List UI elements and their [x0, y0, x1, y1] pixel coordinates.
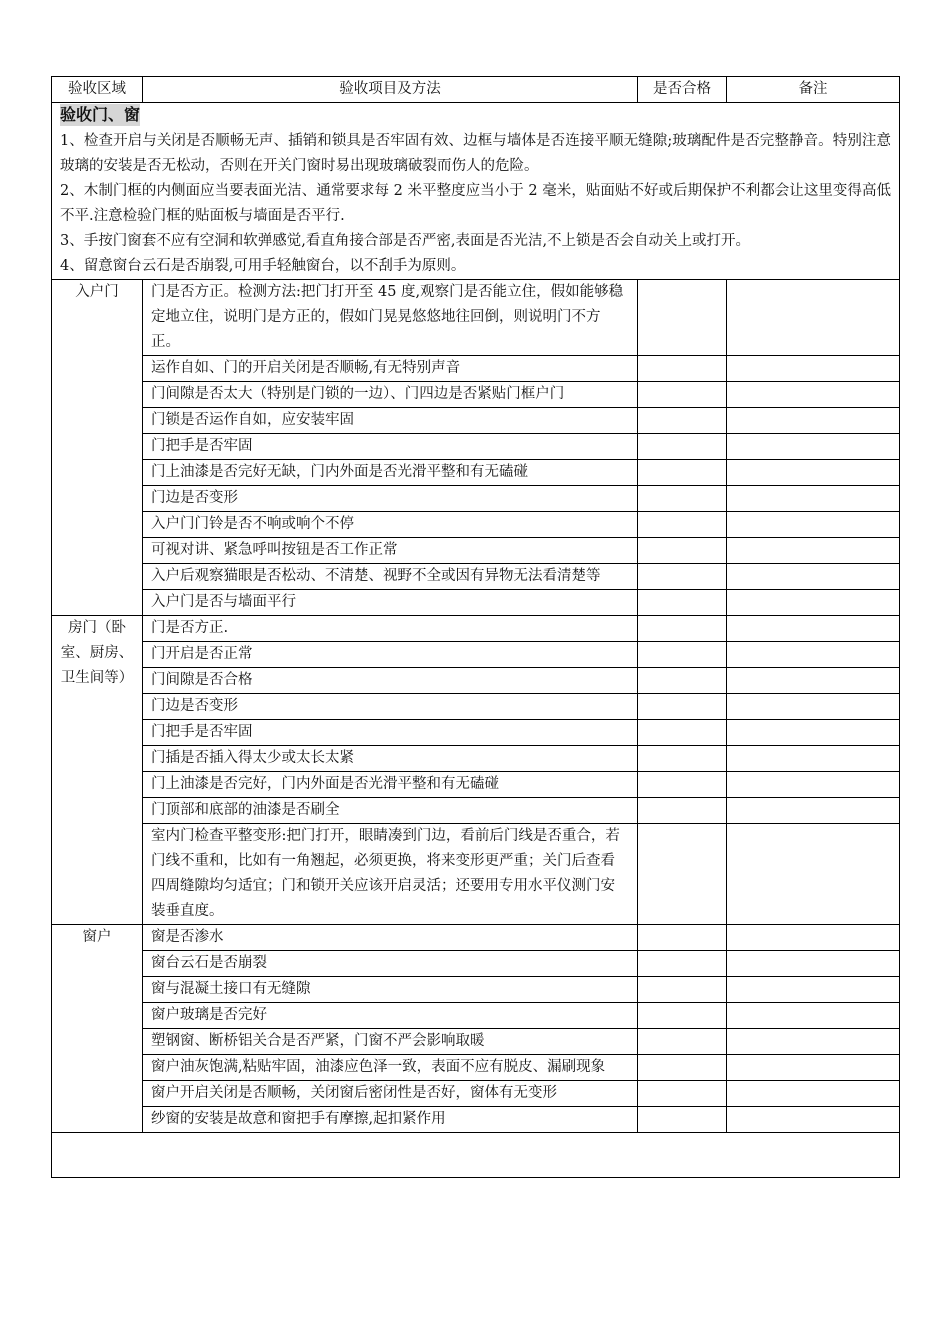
blank-footer-row: [52, 1133, 900, 1178]
note-cell[interactable]: [727, 408, 900, 434]
area-cell: 窗户: [52, 925, 143, 1133]
table-row: [52, 668, 900, 694]
check-item: 入户门门铃是否不响或响个不停: [143, 512, 638, 538]
note-cell[interactable]: [727, 280, 900, 356]
note-cell[interactable]: [727, 694, 900, 720]
pass-cell[interactable]: [638, 694, 727, 720]
note-cell[interactable]: [727, 486, 900, 512]
table-row: [52, 616, 900, 642]
header-area: 验收区域: [52, 77, 143, 103]
note-cell[interactable]: [727, 668, 900, 694]
intro-row: [52, 103, 900, 280]
note-cell[interactable]: [727, 746, 900, 772]
table-row: [52, 772, 900, 798]
intro-title: 验收门、窗: [60, 105, 141, 124]
check-item: 可视对讲、紧急呼叫按钮是否工作正常: [143, 538, 638, 564]
note-cell[interactable]: [727, 1029, 900, 1055]
check-item: 窗与混凝土接口有无缝隙: [143, 977, 638, 1003]
pass-cell[interactable]: [638, 590, 727, 616]
pass-cell[interactable]: [638, 1003, 727, 1029]
pass-cell[interactable]: [638, 1029, 727, 1055]
intro-line: 2、木制门框的内侧面应当要表面光洁、通常要求每 2 米平整度应当小于 2 毫米，贴面贴不好或后期保护不利都会让这里变得高低不平.注意检验门框的贴面板与墙面是否平行.: [60, 183, 891, 224]
check-item: 窗户开启关闭是否顺畅，关闭窗后密闭性是否好，窗体有无变形: [143, 1081, 638, 1107]
note-cell[interactable]: [727, 925, 900, 951]
pass-cell[interactable]: [638, 1107, 727, 1133]
note-cell[interactable]: [727, 824, 900, 925]
table-row: [52, 486, 900, 512]
check-item: 纱窗的安装是故意和窗把手有摩擦,起扣紧作用: [143, 1107, 638, 1133]
table-row: [52, 925, 900, 951]
pass-cell[interactable]: [638, 951, 727, 977]
acceptance-table: [51, 76, 900, 1178]
pass-cell[interactable]: [638, 434, 727, 460]
check-item: 门是否方正。检测方法:把门打开至 45 度,观察门是否能立住，假如能够稳定地立住，说明门是方正的，假如门晃晃悠悠地往回倒，则说明门不方正。: [143, 280, 638, 356]
note-cell[interactable]: [727, 1107, 900, 1133]
intro-line: 1、检查开启与关闭是否顺畅无声、插销和锁具是否牢固有效、边框与墙体是否连接平顺无缝隙;玻璃配件是否完整静音。特别注意玻璃的安装是否无松动，否则在开关门窗时易出现玻璃破裂而伤人的危险。: [60, 133, 891, 174]
pass-cell[interactable]: [638, 668, 727, 694]
pass-cell[interactable]: [638, 616, 727, 642]
pass-cell[interactable]: [638, 512, 727, 538]
note-cell[interactable]: [727, 977, 900, 1003]
check-item: 入户门是否与墙面平行: [143, 590, 638, 616]
pass-cell[interactable]: [638, 460, 727, 486]
check-item: 窗台云石是否崩裂: [143, 951, 638, 977]
table-row: [52, 798, 900, 824]
check-item: 门间隙是否合格: [143, 668, 638, 694]
table-row: [52, 590, 900, 616]
note-cell[interactable]: [727, 538, 900, 564]
header-method: 验收项目及方法: [143, 77, 638, 103]
check-item: 门插是否插入得太少或太长太紧: [143, 746, 638, 772]
note-cell[interactable]: [727, 434, 900, 460]
note-cell[interactable]: [727, 564, 900, 590]
check-item: 门间隙是否太大（特别是门锁的一边）、门四边是否紧贴门框户门: [143, 382, 638, 408]
header-note: 备注: [727, 77, 900, 103]
intro-cell: [52, 103, 900, 280]
pass-cell[interactable]: [638, 408, 727, 434]
table-row: [52, 382, 900, 408]
check-item: 运作自如、门的开启关闭是否顺畅,有无特别声音: [143, 356, 638, 382]
check-item: 窗户玻璃是否完好: [143, 1003, 638, 1029]
check-item: 门把手是否牢固: [143, 434, 638, 460]
area-cell: 入户门: [52, 280, 143, 616]
note-cell[interactable]: [727, 720, 900, 746]
note-cell[interactable]: [727, 1003, 900, 1029]
pass-cell[interactable]: [638, 798, 727, 824]
check-item: 门边是否变形: [143, 694, 638, 720]
pass-cell[interactable]: [638, 1055, 727, 1081]
note-cell[interactable]: [727, 356, 900, 382]
table-row: [52, 1055, 900, 1081]
check-item: 塑钢窗、断桥铝关合是否严紧，门窗不严会影响取暖: [143, 1029, 638, 1055]
check-item: 入户后观察猫眼是否松动、不清楚、视野不全或因有异物无法看清楚等: [143, 564, 638, 590]
note-cell[interactable]: [727, 1055, 900, 1081]
table-row: [52, 512, 900, 538]
pass-cell[interactable]: [638, 564, 727, 590]
table-row: [52, 434, 900, 460]
check-item: 门顶部和底部的油漆是否刷全: [143, 798, 638, 824]
table-row: [52, 538, 900, 564]
check-item: 门上油漆是否完好，门内外面是否光滑平整和有无磕碰: [143, 772, 638, 798]
pass-cell[interactable]: [638, 720, 727, 746]
table-row: [52, 280, 900, 356]
table-row: [52, 1029, 900, 1055]
note-cell[interactable]: [727, 460, 900, 486]
pass-cell[interactable]: [638, 642, 727, 668]
pass-cell[interactable]: [638, 977, 727, 1003]
note-cell[interactable]: [727, 512, 900, 538]
pass-cell[interactable]: [638, 1081, 727, 1107]
table-row: [52, 460, 900, 486]
note-cell[interactable]: [727, 616, 900, 642]
table-row: [52, 408, 900, 434]
pass-cell[interactable]: [638, 486, 727, 512]
table-row: [52, 642, 900, 668]
intro-line: 3、手按门窗套不应有空洞和软弹感觉,看直角接合部是否严密,表面是否光洁,不上锁是否会自动关上或打开。: [60, 233, 751, 249]
check-item: 门上油漆是否完好无缺，门内外面是否光滑平整和有无磕碰: [143, 460, 638, 486]
check-item: 窗是否渗水: [143, 925, 638, 951]
check-item: 门把手是否牢固: [143, 720, 638, 746]
table-row: [52, 977, 900, 1003]
table-row: [52, 720, 900, 746]
blank-footer-cell[interactable]: [52, 1133, 900, 1178]
table-row: [52, 824, 900, 925]
pass-cell[interactable]: [638, 925, 727, 951]
note-cell[interactable]: [727, 382, 900, 408]
pass-cell[interactable]: [638, 382, 727, 408]
table-row: [52, 951, 900, 977]
table-row: [52, 746, 900, 772]
table-row: [52, 1003, 900, 1029]
area-cell: 房门（卧室、厨房、卫生间等）: [52, 616, 143, 925]
pass-cell[interactable]: [638, 538, 727, 564]
pass-cell[interactable]: [638, 356, 727, 382]
intro-line: 4、留意窗台云石是否崩裂,可用手轻触窗台，以不刮手为原则。: [60, 258, 466, 274]
check-item: 门锁是否运作自如，应安装牢固: [143, 408, 638, 434]
table-row: [52, 564, 900, 590]
pass-cell[interactable]: [638, 824, 727, 925]
note-cell[interactable]: [727, 951, 900, 977]
pass-cell[interactable]: [638, 280, 727, 356]
header-row: [52, 77, 900, 103]
check-item: 门是否方正.: [143, 616, 638, 642]
check-item: 室内门检查平整变形:把门打开，眼睛凑到门边，看前后门线是否重合，若门线不重和，比如有一角翘起，必须更换，将来变形更严重；关门后查看四周缝隙均匀适宜；门和锁开关应该开启灵活；还要用专用水平仪测门安装垂直度。: [143, 824, 638, 925]
table-row: [52, 1081, 900, 1107]
header-pass: 是否合格: [638, 77, 727, 103]
check-item: 窗户油灰饱满,粘贴牢固，油漆应色泽一致，表面不应有脱皮、漏刷现象: [143, 1055, 638, 1081]
check-item: 门开启是否正常: [143, 642, 638, 668]
note-cell[interactable]: [727, 1081, 900, 1107]
table-row: [52, 356, 900, 382]
note-cell[interactable]: [727, 772, 900, 798]
table-row: [52, 694, 900, 720]
check-item: 门边是否变形: [143, 486, 638, 512]
note-cell[interactable]: [727, 590, 900, 616]
table-row: [52, 1107, 900, 1133]
note-cell[interactable]: [727, 642, 900, 668]
note-cell[interactable]: [727, 798, 900, 824]
pass-cell[interactable]: [638, 772, 727, 798]
pass-cell[interactable]: [638, 746, 727, 772]
